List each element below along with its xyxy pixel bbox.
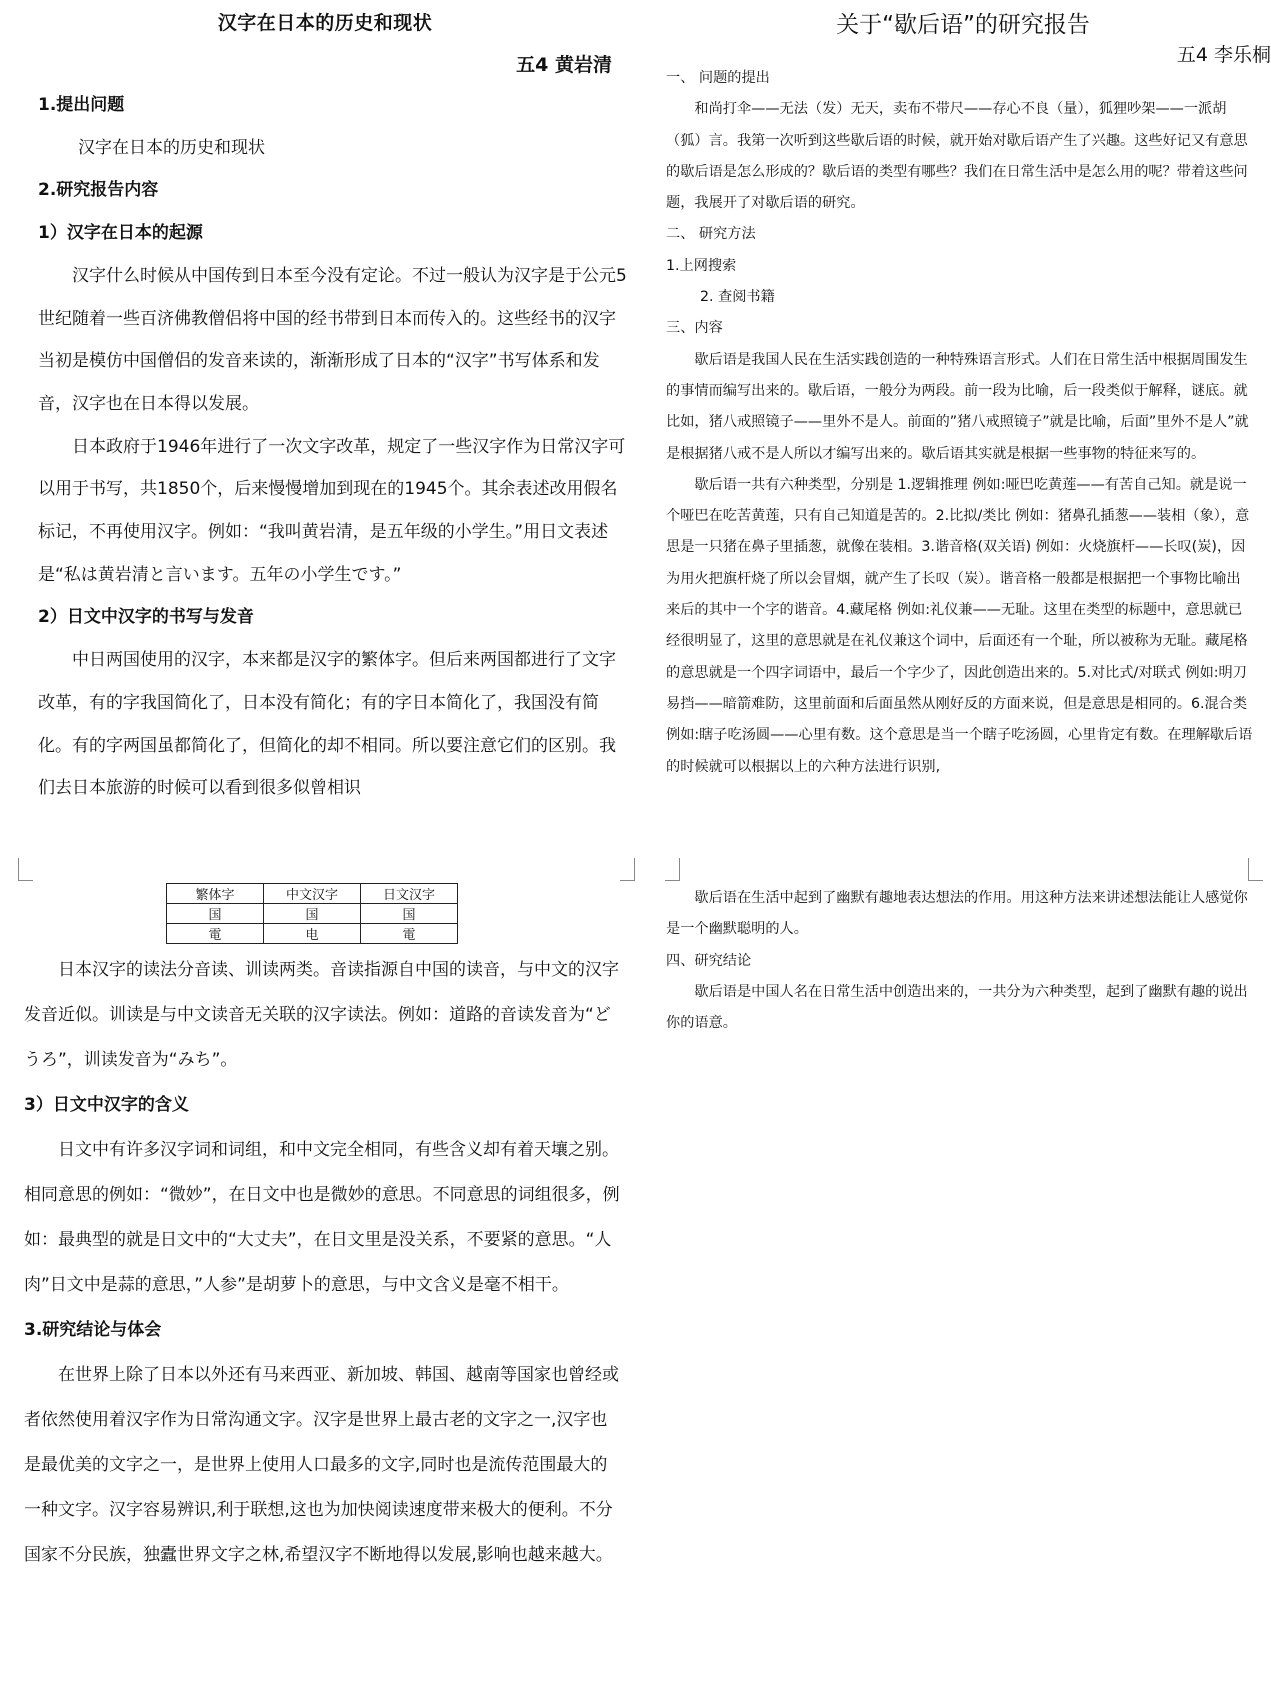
section-heading: 四、研究结论 [666, 952, 752, 969]
table-cell: 国 [167, 904, 264, 924]
paragraph: 在世界上除了日本以外还有马来西亚、新加坡、韩国、越南等国家也曾经或者依然使用着汉字作为日常沟通文字。汉字是世界上最古老的文字之一,汉字也是最优美的文字之一，是世界上使用人口最多的文字,同时也是流传范围最大的一种文字。汉字容易辨识,利于联想,这也为加快阅读速度带来极大的便利。不分国家不分民族，独蠹世界文字之林,希望汉字不断地得以发展,影响也越来越大。 [24, 1365, 619, 1565]
method-item: 2. 查阅书籍 [700, 289, 775, 306]
table-header: 日文汉字 [361, 884, 458, 904]
table-row [167, 924, 458, 944]
crop-mark [18, 858, 33, 881]
table-header: 中文汉字 [264, 884, 361, 904]
section-heading: 2.研究报告内容 [38, 180, 159, 201]
subsection-heading: 1）汉字在日本的起源 [38, 223, 203, 244]
paragraph: 汉字在日本的历史和现状 [78, 137, 265, 158]
right-article-title: 关于“歇后语”的研究报告 [836, 12, 1090, 38]
left-article-body-top [38, 84, 630, 810]
right-article-body-top [666, 63, 1254, 783]
paragraph: 歇后语是我国人民在生活实践创造的一种特殊语言形式。人们在日常生活中根据周围发生的事情而编写出来的。歇后语，一般分为两段。前一段为比喻，后一段类似于解释，谜底。就比如，猪八戒照镜子——里外不是人。前面的”猪八戒照镜子”就是比喻，后面”里外不是人”就是根据猪八戒不是人所以才编写出来的。歇后语其实就是根据一些事物的特征来写的。 [666, 351, 1249, 462]
left-article-author: 五4 黄岩清 [516, 54, 612, 76]
paragraph: 日本汉字的读法分音读、训读两类。音读指源自中国的读音，与中文的汉字发音近似。训读是与中文读音无关联的汉字读法。例如：道路的音读发音为“どうろ”，训读发音为“みち”。 [24, 960, 619, 1070]
right-article-author: 五4 李乐桐 [1176, 44, 1271, 66]
table-row [167, 904, 458, 924]
crop-mark [665, 858, 680, 881]
left-article [0, 0, 635, 1694]
left-article-title: 汉字在日本的历史和现状 [217, 12, 433, 34]
left-article-body-bottom [24, 948, 624, 1578]
table-cell: 電 [361, 924, 458, 944]
right-article-body-bottom [666, 883, 1254, 1039]
character-comparison-table [166, 883, 458, 944]
method-item: 1.上网搜索 [666, 257, 737, 274]
paragraph: 中日两国使用的汉字，本来都是汉字的繁体字。但后来两国都进行了文字改革，有的字我国简化了，日本没有简化；有的字日本简化了，我国没有简化。有的字两国虽都简化了，但简化的却不相同。所以要注意它们的区别。我们去日本旅游的时候可以看到很多似曾相识 [38, 650, 616, 799]
subsection-heading: 3）日文中汉字的含义 [24, 1095, 189, 1115]
paragraph: 日本政府于1946年进行了一次文字改革，规定了一些汉字作为日常汉字可以用于书写，共1850个，后来慢慢增加到现在的1945个。其余表述改用假名标记，不再使用汉字。例如：“我叫黄岩清，是五年级的小学生。”用日文表述是“私は黄岩清と言います。五年の小学生です。” [38, 436, 626, 585]
crop-mark [1248, 858, 1263, 881]
section-heading: 二、 研究方法 [666, 226, 756, 243]
paragraph: 和尚打伞——无法（发）无天，卖布不带尺——存心不良（量），狐狸吵架——一派胡（狐）言。我第一次听到这些歇后语的时候，就开始对歇后语产生了兴趣。这些好记又有意思的歇后语是怎么形成的？歇后语的类型有哪些？我们在日常生活中是怎么用的呢？带着这些问题，我展开了对歇后语的研究。 [666, 101, 1248, 212]
paragraph: 歇后语是中国人名在日常生活中创造出来的，一共分为六种类型，起到了幽默有趣的说出你的语意。 [666, 983, 1248, 1032]
table-cell: 国 [264, 904, 361, 924]
crop-mark [620, 858, 635, 881]
table-header-row [167, 884, 458, 904]
section-heading: 三、内容 [666, 320, 723, 337]
paragraph: 歇后语一共有六种类型，分别是 1.逻辑推理 例如:哑巴吃黄莲——有苦自己知。就是说一个哑巴在吃苦黄莲，只有自己知道是苦的。2.比拟/类比 例如：猪鼻孔插葱——装相（象），意思是一只猪在鼻子里插葱，就像在装相。3.谐音格(双关语) 例如：火烧旗杆——长叹(炭)，因为用火把旗杆烧了所以会冒烟，就产生了长叹（炭）。谐音格一般都是根据把一个事物比喻出来后的其中一个字的谐音。4.藏尾格 例如:礼仪兼——无耻。这里在类型的标题中，意思就已经很明显了，这里的意思就是在礼仪兼这个词中，后面还有一个耻，所以被称为无耻。藏尾格的意思就是一个四字词语中，最后一个字少了，因此创造出来的。5.对比式/对联式 例如:明刀易挡——暗箭难防，这里前面和后面虽然从刚好反的方面来说，但是意思是相同的。6.混合类 例如:瞎子吃汤圆——心里有数。这个意思是当一个瞎子吃汤圆，心里肯定有数。在理解歇后语的时候就可以根据以上的六种方法进行识别, [666, 476, 1253, 775]
section-heading: 一、 问题的提出 [666, 70, 770, 86]
subsection-heading: 2）日文中汉字的书写与发音 [38, 607, 254, 628]
table-header: 繁体字 [167, 884, 264, 904]
section-heading: 1.提出问题 [38, 95, 125, 115]
paragraph: 日文中有许多汉字词和词组，和中文完全相同，有些含义却有着天壤之别。相同意思的例如：“微妙”，在日文中也是微妙的意思。不同意思的词组很多，例如：最典型的就是日文中的“大丈夫”，在日文里是没关系，不要紧的意思。“人肉”日文中是蒜的意思，”人参”是胡萝卜的意思，与中文含义是毫不相干。 [24, 1140, 620, 1295]
table-cell: 電 [167, 924, 264, 944]
paragraph: 歇后语在生活中起到了幽默有趣地表达想法的作用。用这种方法来讲述想法能让人感觉你是一个幽默聪明的人。 [666, 890, 1248, 938]
table-cell: 国 [361, 904, 458, 924]
right-article [655, 0, 1271, 1100]
table-cell: 电 [264, 924, 361, 944]
section-heading: 3.研究结论与体会 [24, 1320, 162, 1340]
paragraph: 汉字什么时候从中国传到日本至今没有定论。不过一般认为汉字是于公元5世纪随着一些百济佛教僧侣将中国的经书带到日本而传入的。这些经书的汉字当初是模仿中国僧侣的发音来读的，渐渐形成了日本的“汉字”书写体系和发音，汉字也在日本得以发展。 [38, 265, 627, 414]
